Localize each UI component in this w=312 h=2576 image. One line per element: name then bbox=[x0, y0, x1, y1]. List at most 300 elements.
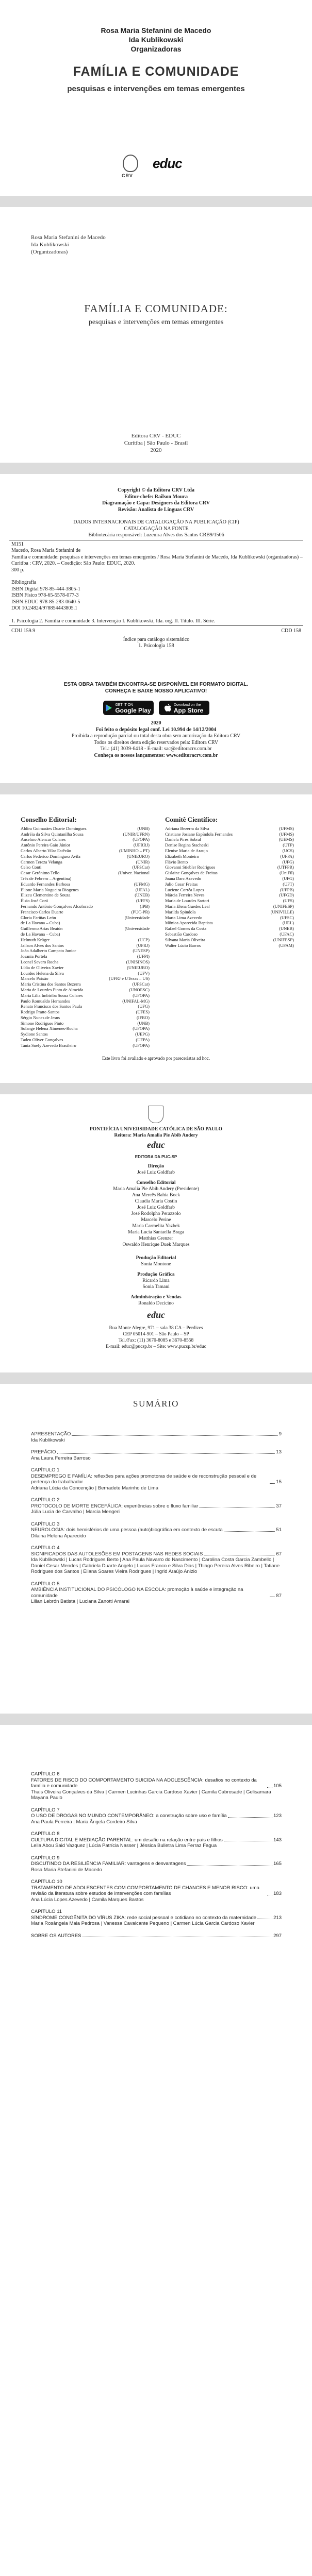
admin-name: Ronaldo Decicino bbox=[138, 1301, 174, 1306]
badge-name: App Store bbox=[173, 707, 204, 714]
member-name: Renato Francisco dos Santos Paula bbox=[21, 1004, 82, 1009]
member-name: Julio Cesar Freitas bbox=[165, 881, 198, 887]
council-member bbox=[21, 1004, 150, 1009]
graphic-production-name: Ricardo Lima bbox=[142, 1278, 170, 1283]
member-name: Sérgio Nunes de Jesus bbox=[21, 1014, 60, 1020]
organizers-label: (Organizadoras) bbox=[31, 249, 68, 255]
toc-entry-authors: Ana Laura Ferreira Barroso bbox=[31, 1455, 91, 1461]
cdu-code: CDU 159.9 bbox=[11, 628, 36, 634]
toc-page-number: 67 bbox=[276, 1551, 282, 1557]
direction-name: José Luiz Goldfarb bbox=[137, 1170, 175, 1175]
digital-note-line: ESTA OBRA TAMBÉM ENCONTRA-SE DISPONÍVEL EM FORMATO DIGITAL. bbox=[63, 682, 249, 687]
book-title: FAMÍLIA E COMUNIDADE bbox=[73, 64, 239, 79]
educ-logo: educ bbox=[147, 1310, 165, 1320]
member-name: Sydione Santos bbox=[21, 1031, 48, 1037]
council-member bbox=[21, 915, 150, 921]
member-name: Josania Portela bbox=[21, 954, 47, 959]
council-member bbox=[165, 854, 294, 859]
member-affiliation: (UFAC) bbox=[280, 931, 294, 937]
council-member bbox=[21, 904, 150, 909]
toc-entry[interactable] bbox=[31, 1497, 282, 1515]
book-subtitle: pesquisas e intervenções em temas emergentes bbox=[88, 318, 224, 326]
page-editorial-board bbox=[0, 794, 312, 1083]
editorial-production-label: Produção Editorial bbox=[136, 1256, 176, 1261]
member-affiliation: (UFRRJ) bbox=[133, 842, 150, 848]
council-member bbox=[165, 892, 294, 898]
member-affiliation: (UTP) bbox=[283, 842, 294, 848]
admin-label: Administração e Vendas bbox=[130, 1295, 182, 1300]
toc-entry-title: PROTOCOLO DE MORTE ENCEFÁLICA: experiências sobre o fluxo familiar bbox=[31, 1503, 199, 1509]
member-affiliation: (UNIFESP) bbox=[273, 903, 294, 909]
council-member bbox=[165, 915, 294, 921]
toc-entry[interactable] bbox=[31, 1467, 282, 1491]
toc-entry[interactable] bbox=[31, 1449, 282, 1461]
member-name: Élsio José Corá bbox=[21, 898, 48, 904]
cataloging-line: M151 bbox=[11, 541, 24, 547]
app-store-badges bbox=[0, 701, 312, 715]
member-affiliation: (UCP) bbox=[138, 937, 150, 942]
cataloging-header-line: DADOS INTERNACIONAIS DE CATALOGAÇÃO NA PUBLICAÇÃO (CIP) bbox=[73, 519, 239, 525]
council-member bbox=[21, 892, 150, 898]
member-affiliation: (UNIFAL-MG) bbox=[122, 998, 150, 1004]
member-name: Silvana Maria Oliveira bbox=[165, 937, 205, 942]
page-separator bbox=[0, 1083, 312, 1094]
toc-entry[interactable] bbox=[31, 1909, 282, 1927]
badge-caption: Download on the bbox=[173, 703, 201, 707]
google-play-badge[interactable] bbox=[103, 701, 154, 715]
member-name: Solange Helena Ximenes-Rocha bbox=[21, 1026, 78, 1031]
member-name: Simone Rodrigues Pinto bbox=[21, 1020, 64, 1026]
council-member bbox=[165, 887, 294, 893]
address-line: Tel./Fax: (11) 3670-8085 e 3670-8558 bbox=[118, 1338, 194, 1343]
council-member bbox=[21, 865, 150, 870]
toc-entry-title: O USO DE DROGAS NO MUNDO CONTEMPORÂNEO: a construção sobre uso e família bbox=[31, 1813, 227, 1819]
page-separator bbox=[0, 463, 312, 474]
address-line: Rua Monte Alegre, 971 – sala 38 CA – Perdizes bbox=[109, 1326, 203, 1331]
toc-heading: SUMÁRIO bbox=[133, 1399, 179, 1409]
toc-entry-authors: Dilaina Helena Aparecido bbox=[31, 1533, 86, 1539]
toc-page-number: 183 bbox=[273, 1891, 282, 1896]
systematic-index bbox=[9, 637, 303, 650]
member-name: Maria Lília Imbiriba Sousa Colares bbox=[21, 992, 83, 998]
toc-entry-authors: Ida Kublikowski | Lucas Rodrigues Berto | Ana Paula Navarro do Nascimento | Carolina Costa Garcia Zambello | Daniel Cesar Mendes | Gabriela Duarte Angelo | Lucas Franco e Silva Dias | Thiago Pereira Alves Ribeiro | Tatiane Rodrigues dos Santos | Eliana Soares Vieira Rodrigues | Ingrid Araújo Anizio bbox=[31, 1557, 280, 1574]
member-affiliation: (UNEB) bbox=[279, 926, 294, 931]
member-name: Eduardo Fernandes Barbosa bbox=[21, 881, 70, 887]
member-affiliation: (UFGD) bbox=[279, 892, 294, 898]
council-member bbox=[21, 842, 150, 848]
app-store-badge[interactable] bbox=[159, 701, 209, 715]
member-affiliation: (UFFS) bbox=[136, 898, 150, 904]
cataloging-line: ISBN EDUC 978-85-283-0640-5 bbox=[11, 599, 80, 605]
crv-logo: CRV bbox=[123, 155, 138, 172]
toc-page-number: 13 bbox=[276, 1449, 282, 1455]
cataloging-header bbox=[9, 519, 303, 539]
toc-entry-title: SIGNIFICADOS DAS AUTOLESÕES EM POSTAGENS NAS REDES SOCIAIS bbox=[31, 1551, 203, 1557]
cataloging-record bbox=[9, 519, 303, 650]
toc-leader-dots bbox=[224, 1531, 275, 1532]
legal-contact: Tel.: (41) 3039-6418 - E-mail: sac@editoracrv.com.br bbox=[100, 746, 212, 752]
toc-entry-authors: Ana Lúcia Lopes Azevedo | Camila Marques Bastos bbox=[31, 1896, 144, 1903]
member-affiliation: (UNIFESP) bbox=[273, 937, 294, 942]
toc-entry-title: PREFÁCIO bbox=[31, 1449, 56, 1455]
member-affiliation: (UNIVILLE) bbox=[270, 909, 294, 914]
member-affiliation: (UFAL) bbox=[135, 887, 150, 892]
toc-entry[interactable] bbox=[31, 1831, 282, 1849]
toc-page-number: 51 bbox=[276, 1527, 282, 1533]
member-affiliation: (IPB) bbox=[140, 903, 150, 909]
council-member bbox=[21, 1015, 150, 1021]
toc-chapter-number: CAPÍTULO 7 bbox=[31, 1807, 60, 1813]
council-member bbox=[165, 837, 294, 842]
digital-note bbox=[0, 681, 312, 694]
council-member bbox=[21, 1037, 150, 1043]
council-member-name: José Luiz Goldfarb bbox=[137, 1205, 175, 1210]
editorial-production-block bbox=[0, 1255, 312, 1267]
address-block bbox=[0, 1325, 312, 1350]
member-affiliation: (UNESP) bbox=[133, 948, 150, 954]
member-name: Gislaine Gonçalves de Freitas bbox=[165, 870, 218, 876]
council-member bbox=[21, 926, 150, 931]
member-name: Elione Maria Nogueira Diogenes bbox=[21, 887, 79, 892]
council-list bbox=[0, 1186, 312, 1248]
council-member bbox=[21, 1031, 150, 1037]
council-member-name: Ana Mercês Bahia Bock bbox=[132, 1193, 180, 1198]
council-member bbox=[165, 870, 294, 876]
author-name: Ida Kublikowski bbox=[31, 242, 69, 248]
toc-entry-authors: Thais Oliveira Gonçalves da Silva | Carmen Lucinhas Garcia Cardoso Xavier | Camila Cabrosade | Gelisamara Mayana Paulo bbox=[31, 1789, 271, 1801]
council-block bbox=[0, 1180, 312, 1248]
council-member bbox=[165, 898, 294, 904]
member-affiliation: (UFOPA) bbox=[133, 837, 150, 842]
member-affiliation: (IFRO) bbox=[136, 1014, 150, 1020]
toc-chapter-number: CAPÍTULO 1 bbox=[31, 1467, 60, 1473]
member-name: Elizeu Clementino de Souza bbox=[21, 892, 71, 898]
digital-note-line: CONHEÇA E BAIXE NOSSO APLICATIVO! bbox=[105, 688, 207, 694]
council-member bbox=[165, 920, 294, 926]
council-member bbox=[21, 965, 150, 971]
copyright-line: Diagramação e Capa: Designers da Editora CRV bbox=[102, 500, 210, 506]
cataloging-body bbox=[9, 541, 303, 625]
cataloging-header-line: Bibliotecária responsável: Luzenira Alves dos Santos CRB9/1506 bbox=[88, 532, 224, 538]
member-name: Elenise Maria de Araujo bbox=[165, 848, 208, 853]
toc-chapter-number: CAPÍTULO 8 bbox=[31, 1831, 60, 1837]
member-name: Lourdes Helena da Silva bbox=[21, 970, 64, 976]
council-member bbox=[21, 832, 150, 837]
member-name: Mônica Aparecida Baptista bbox=[165, 920, 213, 926]
toc-entry[interactable] bbox=[31, 1545, 282, 1575]
member-name: Flávio Bento bbox=[165, 859, 188, 865]
member-affiliation: (UFMG) bbox=[134, 881, 150, 887]
puc-shield-logo bbox=[148, 1106, 163, 1123]
member-name: Sebastião Cardoso bbox=[165, 931, 198, 937]
council-member bbox=[21, 1009, 150, 1015]
publisher-logos bbox=[122, 155, 182, 178]
council-member bbox=[21, 954, 150, 959]
member-affiliation: (UNOESC) bbox=[129, 987, 150, 992]
toc-entry-title: CULTURA DIGITAL E MEDIAÇÃO PARENTAL: um desafio na relação entre pais e filhos bbox=[31, 1837, 223, 1843]
member-name: de La Havana – Cuba) bbox=[21, 931, 60, 937]
toc-page-number: 143 bbox=[273, 1837, 282, 1843]
toc-entry-title: DISCUTINDO DA RESILIÊNCIA FAMILIAR: vantagens e desvantagens bbox=[31, 1861, 186, 1867]
inner-authors bbox=[31, 234, 106, 256]
address-line: CEP 05014-901 – São Paulo – SP bbox=[123, 1332, 189, 1337]
council-member bbox=[165, 937, 294, 943]
educ-logo: educ bbox=[153, 155, 182, 171]
page-half-title bbox=[0, 207, 312, 463]
member-name: Maria Elena Guedes Leal bbox=[165, 903, 210, 909]
council-member-name: Claudia Maria Costin bbox=[135, 1199, 177, 1204]
toc-page-number: 15 bbox=[276, 1479, 282, 1485]
member-name: Carmen Tereza Velanga bbox=[21, 859, 62, 865]
member-name: Carlos Alberto Vilar Estêvão bbox=[21, 848, 71, 853]
council-member bbox=[21, 998, 150, 1004]
council-member bbox=[165, 842, 294, 848]
toc-entry-title: APRESENTAÇÃO bbox=[31, 1431, 71, 1437]
toc-chapter-number: CAPÍTULO 11 bbox=[31, 1909, 62, 1914]
member-name: Elizabeth Monteiro bbox=[165, 853, 199, 859]
council-member bbox=[21, 870, 150, 876]
council-member bbox=[165, 832, 294, 837]
member-affiliation: (UFPA) bbox=[280, 853, 294, 859]
toc-chapter-number: CAPÍTULO 2 bbox=[31, 1497, 60, 1503]
member-name: Francisco Carlos Duarte bbox=[21, 909, 63, 914]
council-member-name: Oswaldo Henrique Duek Marques bbox=[122, 1242, 190, 1247]
classification-codes bbox=[9, 628, 303, 635]
toc-entry-authors: Adriana Lúcia da Concenção | Bernadete Marinho de Lima bbox=[31, 1485, 158, 1491]
legal-line: Todos os direitos desta edição reservados pela: Editora CRV bbox=[93, 739, 219, 745]
council-member bbox=[21, 848, 150, 854]
member-name: Walter Lúcio Barros bbox=[165, 942, 201, 948]
member-affiliation: (UNISINOS) bbox=[126, 959, 150, 964]
toc-page-number: 165 bbox=[273, 1861, 282, 1867]
member-name: Aldira Guimarães Duarte Domínguez bbox=[21, 825, 87, 831]
member-affiliation: (UFPA) bbox=[136, 1037, 150, 1043]
cataloging-line: 300 p. bbox=[11, 567, 24, 573]
year-line: 2020 bbox=[150, 447, 162, 453]
member-affiliation: (UFMS) bbox=[279, 825, 294, 831]
council-member-name: Marcelo Perine bbox=[141, 1217, 171, 1223]
council-member bbox=[21, 976, 150, 981]
book-subtitle: pesquisas e intervenções em temas emergentes bbox=[67, 84, 245, 93]
member-affiliation: (UFT) bbox=[283, 881, 294, 887]
council-member bbox=[21, 987, 150, 993]
member-affiliation: (UniFil) bbox=[280, 870, 294, 876]
toc-entry-title: DESEMPREGO E FAMÍLIA: reflexões para ações promotoras de saúde e de reconstrução pessoal e de pertença do trabalhador bbox=[31, 1473, 257, 1485]
toc-entry[interactable] bbox=[31, 1521, 282, 1539]
councils bbox=[21, 817, 294, 1048]
copyright-block bbox=[0, 487, 312, 513]
council-member-name: Matthias Grenzer bbox=[139, 1236, 173, 1241]
member-name: Andréia da Silva Quintanilha Sousa bbox=[21, 831, 84, 837]
graphic-production-label: Produção Gráfica bbox=[137, 1272, 175, 1277]
member-affiliation: (UFG) bbox=[282, 859, 294, 865]
member-affiliation: (UFG) bbox=[138, 1004, 150, 1009]
member-name: Leonel Severo Rocha bbox=[21, 959, 59, 964]
council-member bbox=[21, 1026, 150, 1031]
member-name: Adriana Bezerra da Silva bbox=[165, 825, 209, 831]
toc-entry[interactable] bbox=[31, 1855, 282, 1873]
toc-entry-authors: Ana Paula Ferreira | Maria Ângela Cordeiro Silva bbox=[31, 1819, 137, 1825]
member-affiliation: (UFMS) bbox=[279, 831, 294, 837]
member-name: Cesar Gerónimo Tello bbox=[21, 870, 60, 876]
toc-entry[interactable] bbox=[31, 1807, 282, 1825]
member-name: Celso Conti bbox=[21, 865, 42, 870]
toc-list bbox=[31, 1771, 282, 1945]
council-member bbox=[21, 837, 150, 842]
council-member bbox=[21, 959, 150, 965]
member-affiliation: (UFPB) bbox=[280, 887, 294, 892]
editorial-council-title: Conselho Editorial: bbox=[21, 816, 77, 823]
member-name: Márcia Ferreira Neves bbox=[165, 892, 205, 898]
toc-entry-authors: Júlia Lucia de Carvalho | Marcia Mengeri bbox=[31, 1509, 120, 1515]
member-affiliation: (UNB) bbox=[137, 1020, 150, 1026]
educ-subtitle: EDITORA DA PUC-SP bbox=[135, 1155, 177, 1159]
council-member bbox=[21, 909, 150, 915]
toc-chapter-number: CAPÍTULO 5 bbox=[31, 1581, 60, 1587]
scientific-committee-list bbox=[165, 826, 294, 948]
page-separator bbox=[0, 196, 312, 207]
council-member bbox=[165, 926, 294, 931]
toc-entry-title: AMBIÊNCIA INSTITUCIONAL DO PSICÓLOGO NA ESCOLA: promoção à saúde e integração na comunidade bbox=[31, 1587, 243, 1599]
member-name: Marilda Spindola bbox=[165, 909, 196, 914]
toc-entry[interactable] bbox=[31, 1771, 282, 1801]
page-title-cover bbox=[0, 0, 312, 196]
toc-entry-authors: Leila Abou Said Vazquez | Lúcia Patrícia Nasser | Jéssica Bulletra Lima Ferraz Fagua bbox=[31, 1843, 217, 1849]
council-member bbox=[21, 943, 150, 948]
toc-entry[interactable] bbox=[31, 1431, 282, 1443]
educ-logo: educ bbox=[147, 1140, 165, 1150]
toc-entry[interactable] bbox=[31, 1933, 282, 1939]
member-affiliation: (Univer. Nacional bbox=[118, 870, 150, 876]
author-name: Rosa Maria Stefanini de Macedo bbox=[101, 26, 211, 35]
toc-entry-title: TRATAMENTO DE ADOLESCENTES COM COMPORTAMENTO DE CHANCES E MENOR RISCO: uma revisão da literatura sobre estudos de intervenções com famílias bbox=[31, 1885, 259, 1896]
page-separator bbox=[0, 1714, 312, 1725]
cataloging-line bbox=[11, 573, 303, 580]
member-affiliation: (UNIR/UFRN) bbox=[123, 831, 150, 837]
member-name: Daniela Pires Sobral bbox=[165, 837, 201, 842]
cataloging-line: ISBN Físico 978-65-5578-077-3 bbox=[11, 592, 79, 598]
badge-caption: GET IT ON bbox=[115, 703, 134, 707]
member-affiliation: (UFSC) bbox=[280, 914, 294, 920]
council-member bbox=[21, 898, 150, 904]
toc-entry-title: FATORES DE RISCO DO COMPORTAMENTO SUICIDA NA ADOLESCÊNCIA: desafios no contexto da família e comunidade bbox=[31, 1777, 257, 1789]
council-member-name: Maria Lucia Santaella Braga bbox=[128, 1230, 184, 1235]
editorial-council bbox=[21, 817, 150, 1048]
member-affiliation: (UFSCar) bbox=[132, 981, 150, 987]
member-name: Guillermo Arias Beatón bbox=[21, 926, 63, 931]
member-name: João Adalberto Campato Junior bbox=[21, 948, 76, 954]
rector-line: Reitora: Maria Amalia Pie Abib Andery bbox=[114, 1133, 198, 1138]
university-name: PONTIFÍCIA UNIVERSIDADE CATÓLICA DE SÃO PAULO bbox=[90, 1127, 222, 1132]
toc-list bbox=[31, 1431, 282, 1611]
council-member bbox=[21, 937, 150, 943]
university-header bbox=[0, 1126, 312, 1139]
toc-entry-title: NEUROLOGIA: dois hemisférios de uma pessoa (auto)biográfica em contexto de escuta bbox=[31, 1527, 223, 1533]
council-label: Conselho Editorial bbox=[136, 1180, 176, 1185]
member-affiliation: (PUC-PR) bbox=[131, 909, 150, 914]
member-affiliation: (UFRJ) bbox=[136, 942, 150, 948]
toc-entry-title: SOBRE OS AUTORES bbox=[31, 1933, 81, 1939]
member-name: Luciene Corrêa Lopes bbox=[165, 887, 204, 892]
legal-website: Conheça os nossos lançamentos: www.editoracrv.com.br bbox=[94, 752, 218, 758]
author-name: Rosa Maria Stefanini de Macedo bbox=[31, 234, 106, 241]
member-affiliation: (UFPI) bbox=[137, 954, 150, 959]
scientific-committee bbox=[165, 817, 294, 1048]
publisher-line: Editora CRV - EDUC bbox=[131, 433, 181, 439]
council-member bbox=[21, 882, 150, 887]
member-name: Joana Darc Azevedo bbox=[165, 875, 201, 881]
place-line: Curitiba | São Paulo - Brasil bbox=[124, 440, 188, 446]
council-member bbox=[165, 865, 294, 870]
member-affiliation: (UFOPA) bbox=[133, 1042, 150, 1048]
page-separator bbox=[0, 1372, 312, 1384]
council-member bbox=[21, 854, 150, 859]
member-name: Antônio Pereira Gaio Júnior bbox=[21, 842, 71, 848]
member-name: Gloria Fariñas León bbox=[21, 914, 56, 920]
council-member bbox=[165, 876, 294, 882]
council-member bbox=[21, 920, 150, 926]
member-name: Maria de Lourdes Pinto de Almeida bbox=[21, 987, 84, 992]
badge-name: Google Play bbox=[115, 707, 151, 714]
member-affiliation: (UEMS) bbox=[278, 837, 294, 842]
review-note: Este livro foi avaliado e aprovado por pareceristas ad hoc. bbox=[102, 1056, 210, 1061]
scientific-committee-title: Comitê Científico: bbox=[165, 816, 218, 823]
council-member bbox=[165, 943, 294, 948]
page-puc-credits bbox=[0, 1094, 312, 1372]
toc-entry[interactable] bbox=[31, 1581, 282, 1605]
member-name: Lídia de Oliveira Xavier bbox=[21, 964, 64, 970]
member-affiliation: (UEL) bbox=[282, 920, 294, 926]
member-affiliation: (UFV) bbox=[138, 970, 150, 976]
cataloging-line: Bibliografia bbox=[11, 580, 37, 585]
toc-entry-authors: Ida Kublikowski bbox=[31, 1437, 65, 1443]
toc-page-number: 123 bbox=[273, 1813, 282, 1819]
council-member bbox=[165, 882, 294, 887]
member-affiliation: (UNIEURO) bbox=[127, 964, 150, 970]
toc-leader-dots bbox=[72, 1435, 277, 1436]
organizers-label: Organizadoras bbox=[130, 45, 182, 53]
council-member bbox=[21, 993, 150, 998]
toc-page-number: 37 bbox=[276, 1503, 282, 1509]
member-affiliation: (UNEB) bbox=[135, 892, 150, 898]
council-member bbox=[21, 1021, 150, 1026]
toc-page-number: 9 bbox=[278, 1431, 282, 1437]
member-affiliation: (UFOPA) bbox=[133, 1026, 150, 1031]
member-affiliation: (UEPG) bbox=[135, 1031, 150, 1037]
member-name: Rafael Gomes da Costa bbox=[165, 926, 207, 931]
cataloging-line bbox=[11, 612, 303, 618]
council-member-name: José Rodolpho Perazzolo bbox=[131, 1211, 181, 1216]
toc-page-number: 213 bbox=[273, 1914, 282, 1921]
member-name: Jailson Alves dos Santos bbox=[21, 942, 64, 948]
toc-entry[interactable] bbox=[31, 1879, 282, 1903]
member-affiliation: (UNB) bbox=[137, 825, 150, 831]
member-affiliation: (UTFPR) bbox=[277, 865, 294, 870]
editorial-production-name: Sonia Montone bbox=[141, 1262, 171, 1267]
page-copyright bbox=[0, 474, 312, 783]
council-member-name: Maria Amalia Pie Abib Andery (Presidente) bbox=[113, 1187, 199, 1192]
index-title: Índice para catálogo sistemático bbox=[123, 636, 190, 642]
council-member bbox=[21, 887, 150, 893]
council-member bbox=[165, 904, 294, 909]
toc-chapter-number: CAPÍTULO 3 bbox=[31, 1521, 60, 1527]
member-affiliation: (UFG) bbox=[282, 875, 294, 881]
toc-page-number: 105 bbox=[273, 1783, 282, 1789]
address-line: E-mail: educ@pucsp.br – Site: www.pucsp.br/educ bbox=[106, 1344, 206, 1349]
legal-line: Proibida a reprodução parcial ou total desta obra sem autorização da Editora CRV bbox=[71, 733, 241, 739]
council-member bbox=[165, 909, 294, 915]
direction-label: Direção bbox=[147, 1164, 165, 1169]
